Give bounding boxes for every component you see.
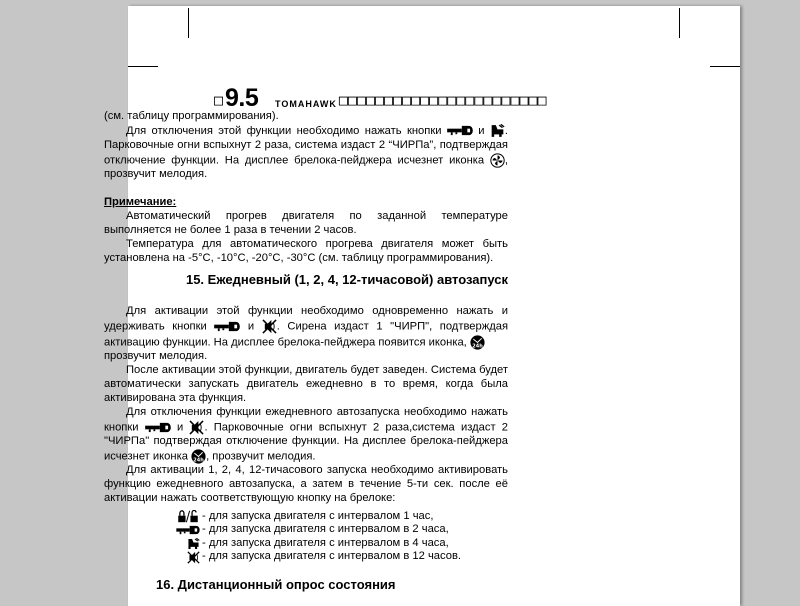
header-brand (225, 84, 337, 112)
section-16-title: 16. Дистанционный опрос состояния (156, 576, 396, 592)
text: Для активации этой функции необходимо одновременно нажать и удерживать кнопки (104, 305, 508, 333)
list-item-text: - для запуска двигателя с интервалом в 2 часа, (202, 523, 449, 536)
lock-unlock-icon (176, 510, 200, 523)
page-header (214, 84, 547, 112)
note-paragraph-2: Температура для автоматического прогрева двигателя может быть установлена на -5°С, -10°С, -20°С, -30°С (см. таблицу программирования). (104, 237, 508, 264)
car-icon (490, 124, 505, 138)
s15-paragraph-2: После активации этой функции, двигатель будет заведен. Система будет автоматически запускать двигатель ежедневно в то время, когда была активирована эта функция. (104, 363, 508, 404)
s15-paragraph-4: Для активации 1, 2, 4, 12-тичасового запуска необходимо активировать функцию ежедневного автозапуска, а затем в течение 5-ти сек. после её активации нажать соответствующую кнопку на брелоке: (104, 464, 508, 504)
header-boxes-left: □ (214, 91, 224, 109)
page-number: 9.5 (225, 84, 259, 112)
text: Для отключения этой функции необходимо нажать кнопки (126, 124, 447, 137)
s15-paragraph-1 (104, 305, 508, 364)
text: . Сирена издаст 1 "ЧИРП", подтверждая активацию функции. На дисплее брелока-пейджера появится иконка, (104, 320, 509, 349)
text: , прозвучит мелодия. (206, 450, 316, 463)
text: . Парковочные огни вспыхнут 2 раза,система издаст 2 "ЧИРПа" подтверждая отключение функции. На дисплее брелока-пейджера исчезнет иконка (104, 420, 509, 463)
list-item (168, 537, 508, 551)
sound-off-icon (262, 319, 277, 334)
key-icon (447, 125, 473, 136)
text: прозвучит мелодия. (104, 350, 208, 362)
text: Для отключения функции ежедневного автозапуска необходимо нажать кнопки (104, 405, 508, 433)
text: , прозвучит мелодия. (104, 154, 508, 181)
brand-name: TOMAHAWK (275, 99, 337, 109)
text: и (170, 420, 190, 433)
sound-off-icon (187, 551, 200, 564)
top-line: (см. таблицу программирования). (104, 110, 279, 122)
text: . Парковочные огни вспыхнут 2 раза, система издаст 2 “ЧИРПа”, подтверждая отключение функции. На дисплее брелока-пейджера исчезнет иконка (104, 124, 509, 167)
header-boxes-right: □□□□□□□□□□□□□□□□□□□□□□□ (338, 91, 547, 109)
document-body (104, 110, 508, 592)
car-icon (187, 538, 200, 550)
list-item-text: - для запуска двигателя с интервалом в 4 часа, (202, 536, 449, 549)
list-item (168, 510, 508, 524)
top-paragraph (104, 124, 508, 182)
crop-mark-right-h (710, 66, 740, 67)
note-paragraph-1: Автоматический прогрев двигателя по заданной температуре выполняется не более 1 раза в течении 2 часов. (104, 209, 508, 236)
list-item-text: - для запуска двигателя с интервалом в 12 часов. (202, 550, 462, 563)
note-title: Примечание: (104, 195, 177, 208)
key-icon (214, 321, 240, 332)
text: и (472, 124, 490, 137)
list-item-text: - для запуска двигателя с интервалом 1 час, (202, 509, 434, 522)
sound-off-icon (189, 420, 204, 435)
crop-mark-left-h (128, 66, 158, 67)
timer-24h-icon (191, 449, 206, 464)
section-15-title: 15. Ежедневный (1, 2, 4, 12-тичасовой) автозапуск (185, 272, 508, 288)
interval-list (168, 510, 508, 564)
key-icon (145, 422, 171, 433)
text: и (240, 320, 262, 333)
crop-mark-right (679, 8, 680, 38)
crop-mark-left (188, 8, 189, 38)
timer-24h-icon (470, 335, 485, 350)
key-icon (176, 525, 200, 535)
list-item (168, 523, 508, 537)
list-item (168, 550, 508, 564)
s15-paragraph-3 (104, 406, 508, 465)
fan-heat-icon (490, 153, 505, 168)
